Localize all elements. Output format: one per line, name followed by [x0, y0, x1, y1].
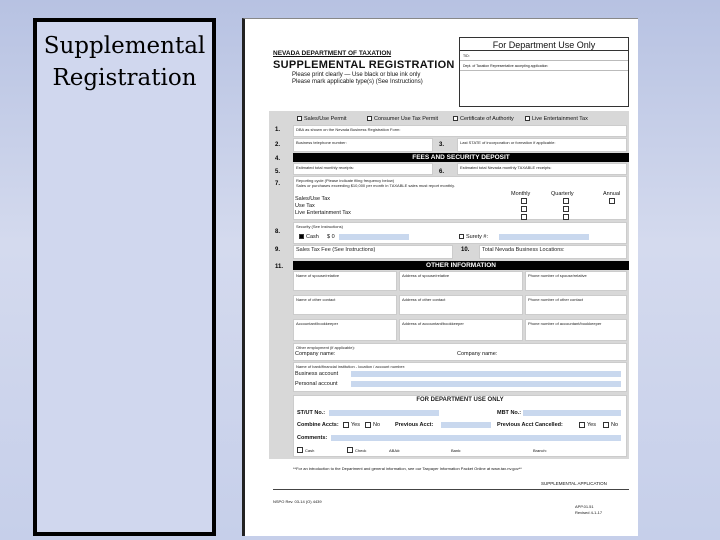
field-contact-address[interactable]: Address of other contact [399, 295, 523, 315]
footer-code-1: APP.01.51 [575, 504, 594, 509]
field-num-11: 11. [275, 264, 284, 270]
dept-rep: Dept. of Taxation Representative accepting application: [460, 61, 628, 71]
pay-check-checkbox[interactable] [347, 447, 353, 453]
cycle-checkbox[interactable] [521, 198, 527, 204]
cycle-checkbox[interactable] [609, 198, 615, 204]
field-bank [293, 362, 627, 392]
type-live-ent[interactable] [525, 116, 588, 122]
combine-yes-label: Yes [351, 422, 360, 428]
fees-header: FEES AND SECURITY DEPOSIT [293, 153, 629, 162]
form-instruction-1: Please print clearly — Use black or blue ink only [292, 72, 421, 78]
field-spouse-name[interactable]: Name of spouse/relative [293, 271, 397, 291]
previous-cancelled-label: Previous Acct Cancelled: [497, 422, 563, 428]
cancelled-yes-label: Yes [587, 422, 596, 428]
field-spouse-phone[interactable]: Phone number of spouse/relative [525, 271, 627, 291]
type-sales-use-checkbox[interactable] [297, 116, 302, 121]
cash-checkbox[interactable] [299, 234, 304, 239]
pay-cash-checkbox[interactable] [297, 447, 303, 453]
field-num-7: 7. [275, 181, 281, 187]
field-state[interactable]: Last STATE of incorporation or formation if applicable: [457, 138, 627, 152]
company-name-label-2: Company name: [457, 351, 498, 357]
footer-title: SUPPLEMENTAL APPLICATION [541, 481, 607, 486]
personal-account-field[interactable] [351, 381, 621, 387]
cancelled-no-label: No [611, 422, 619, 428]
form-document [242, 18, 638, 536]
field-accountant-address[interactable]: Address of accountant/bookkeeper [399, 319, 523, 341]
field-taxable-receipts[interactable]: Estimated total Nevada monthly TAXABLE receipts: [457, 163, 627, 175]
cycle-col-annual: Annual [603, 191, 621, 197]
field-num-2: 2. [275, 142, 281, 148]
type-sales-use-label: Sales/Use Permit [304, 116, 347, 122]
cycle-checkbox[interactable] [563, 198, 569, 204]
cancelled-no-checkbox[interactable] [603, 422, 609, 428]
footer-code-2: Revised 4-1-17 [575, 510, 603, 515]
branch-label: Branch: [533, 448, 547, 453]
mbt-field[interactable] [523, 410, 621, 416]
type-certificate-checkbox[interactable] [453, 116, 458, 121]
field-contact-phone[interactable]: Phone number of other contact [525, 295, 627, 315]
cancelled-yes-checkbox[interactable] [579, 422, 585, 428]
aba-label: ABA#: [389, 448, 401, 453]
type-consumer-use-checkbox[interactable] [367, 116, 372, 121]
other-employment-label: Other employment (if applicable): [296, 345, 355, 350]
field-security [293, 222, 627, 244]
combine-no-label: No [373, 422, 381, 428]
type-consumer-use-label: Consumer Use Tax Permit [374, 116, 439, 122]
business-account-label: Business account [295, 371, 339, 377]
combine-no-checkbox[interactable] [365, 422, 371, 428]
field-num-1: 1. [275, 127, 281, 133]
reporting-cycle-note: Sales or purchases exceeding $10,000 per month in TAXABLE sales must report monthly. [296, 183, 455, 188]
dept-use-title: For Department Use Only [460, 38, 628, 51]
dept-use-header: FOR DEPARTMENT USE ONLY [416, 397, 504, 403]
cash-amount: $ 0 [327, 234, 335, 240]
footer-codes [575, 504, 602, 516]
security-cash[interactable] [299, 234, 319, 240]
dept-use-box [459, 37, 629, 107]
cycle-row-live: Live Entertainment Tax [295, 210, 351, 216]
field-accountant[interactable]: Accountant/bookkeeper [293, 319, 397, 341]
form-instructions [292, 72, 423, 86]
slide-title [37, 30, 212, 94]
combine-yes-checkbox[interactable] [343, 422, 349, 428]
field-num-9: 9. [275, 247, 281, 253]
field-contact-name[interactable]: Name of other contact [293, 295, 397, 315]
stut-label: ST/UT No.: [297, 410, 326, 416]
form-agency: NEVADA DEPARTMENT OF TAXATION [273, 50, 392, 57]
cycle-checkbox[interactable] [563, 206, 569, 212]
comments-label: Comments: [297, 435, 328, 441]
footer-divider [273, 489, 629, 490]
surety-checkbox[interactable] [459, 234, 464, 239]
footer-revision: NSPO Rev. 03-14 (O) 4439 [273, 499, 322, 504]
cycle-checkbox[interactable] [521, 206, 527, 212]
cash-label: Cash [306, 234, 319, 240]
field-dba[interactable]: DBA as shown on the Nevada Business Registration Form: [293, 125, 627, 137]
slide-title-line2: Registration [52, 65, 197, 91]
type-certificate-label: Certificate of Authority [460, 116, 514, 122]
business-account-field[interactable] [351, 371, 621, 377]
security-surety[interactable] [459, 234, 488, 240]
bank-label: Name of bank/financial institution - location / account number: [296, 364, 406, 369]
field-monthly-receipts[interactable]: Estimated total monthly receipts: [293, 163, 433, 175]
slide-title-line1: Supplemental [43, 33, 206, 59]
form-instruction-2: Please mark applicable type(s) (See Instructions) [292, 79, 423, 85]
pay-check-label: Check [355, 448, 367, 453]
field-total-locations[interactable]: Total Nevada Business Locations: [479, 245, 627, 259]
field-num-4: 4. [275, 156, 281, 162]
field-num-3: 3. [439, 142, 445, 148]
stut-field[interactable] [329, 410, 439, 416]
cash-amount-field[interactable] [339, 234, 409, 240]
field-num-8: 8. [275, 229, 281, 235]
form-title: SUPPLEMENTAL REGISTRATION [273, 59, 455, 71]
field-spouse-address[interactable]: Address of spouse/relative [399, 271, 523, 291]
surety-field[interactable] [499, 234, 589, 240]
personal-account-label: Personal account [295, 381, 338, 387]
type-row [269, 114, 629, 124]
other-info-header: OTHER INFORMATION [293, 261, 629, 270]
combine-label: Combine Accts: [297, 422, 339, 428]
dept-tid: TID: [460, 51, 628, 61]
type-consumer-use[interactable] [367, 116, 438, 122]
bank-field-label: Bank: [451, 448, 462, 453]
field-accountant-phone[interactable]: Phone number of accountant/bookkeeper [525, 319, 627, 341]
cycle-row-sales-use: Sales/Use Tax [295, 196, 331, 202]
form-fields-area [269, 111, 629, 459]
previous-acct-field[interactable] [441, 422, 491, 428]
footer-note: **For an introduction to the Department and general information, see our Taxpayer Information Packet Online at www.tax.nv.gov** [293, 466, 522, 471]
slide-title-panel [33, 18, 216, 536]
type-live-ent-label: Live Entertainment Tax [532, 116, 588, 122]
field-num-6: 6. [439, 169, 445, 175]
surety-label: Surety #: [466, 234, 489, 240]
security-label: Security (See Instructions) [296, 224, 343, 229]
cycle-row-use: Use Tax [295, 203, 315, 209]
field-phone[interactable]: Business telephone number: [293, 138, 433, 152]
reporting-cycle-label: Reporting cycle (Please indicate filing frequency below) [296, 178, 395, 183]
field-num-10: 10. [461, 247, 470, 253]
company-name-label-1: Company name: [295, 351, 336, 357]
type-sales-use[interactable] [297, 116, 347, 122]
field-sales-tax-fee[interactable]: Sales Tax Fee (See Instructions) [293, 245, 453, 259]
cycle-checkbox[interactable] [521, 214, 527, 220]
cycle-checkbox[interactable] [563, 214, 569, 220]
mbt-label: MBT No.: [497, 410, 522, 416]
pay-cash-label: Cash [305, 448, 315, 453]
cycle-col-monthly: Monthly [511, 191, 531, 197]
comments-field[interactable] [331, 435, 621, 441]
previous-acct-label: Previous Acct: [395, 422, 434, 428]
cycle-col-quarterly: Quarterly [551, 191, 574, 197]
type-live-ent-checkbox[interactable] [525, 116, 530, 121]
type-certificate[interactable] [453, 116, 514, 122]
field-num-5: 5. [275, 169, 281, 175]
